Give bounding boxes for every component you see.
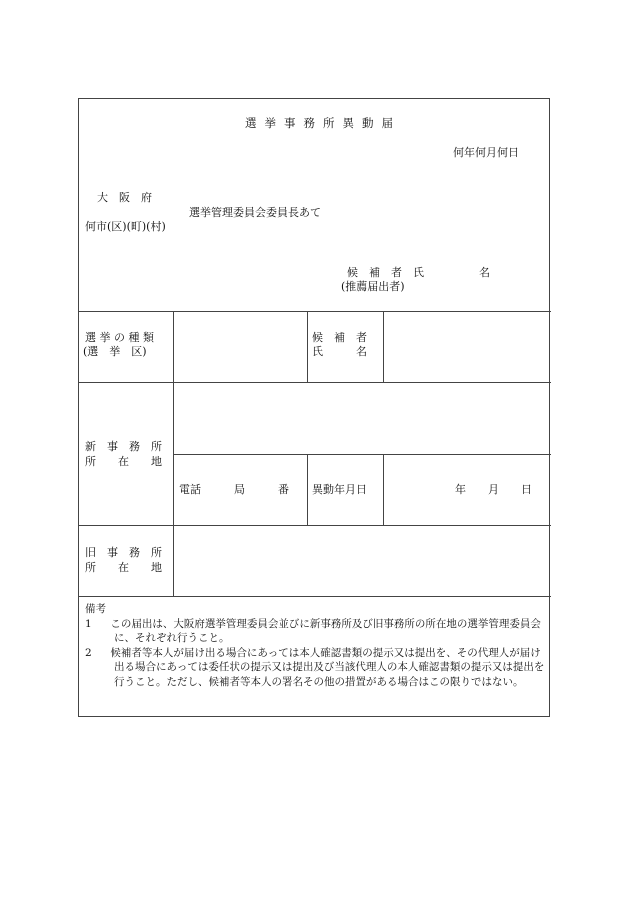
change-date-value: 年 月 日 [455,483,532,496]
divider-candidate-left [307,311,308,382]
note-text: 候補者等本人が届け出る場合にあっては本人確認書類の提示又は提出を、その代理人が届け出る場合にあっては委任状の提示又は提出及び当該代理人の本人確認書類の提示又は提出を行うこと。ただし、候補者等本人の署名その他の措置がある場合はこの限りではない。 [110,646,545,688]
prefecture: 大 阪 府 [97,191,152,204]
form-title: 選挙事務所異動届 [245,116,401,130]
election-district-label: (選 挙 区) [83,345,147,358]
note-text: この届出は、大阪府選挙管理委員会並びに新事務所及び旧事務所の所在地の選挙管理委員会に、それぞれ行うこと。 [110,617,541,644]
candidate-name-cell-label: 氏 名 [312,345,367,358]
divider-label-column [173,311,174,596]
divider-election-row [79,382,551,383]
divider-new-office-bottom [79,525,551,526]
change-date-label: 異動年月日 [312,483,367,496]
divider-old-office-bottom [79,596,551,597]
phone-label: 電話 局 番 [179,483,289,496]
note-number: 1 [85,617,92,630]
note-item-1 [85,617,545,646]
submission-date: 何年何月何日 [453,146,519,159]
new-office-location-label: 所 在 地 [85,455,162,468]
old-office-label: 旧 事 務 所 [85,546,162,559]
divider-candidate-right [383,311,384,382]
recommender-label: (推薦届出者) [341,280,405,293]
new-office-label: 新 事 務 所 [85,440,162,453]
municipality: 何市(区)(町)(村) [85,220,166,233]
divider-phone-right [307,454,308,525]
old-office-location-label: 所 在 地 [85,561,162,574]
form-frame [78,98,550,717]
election-type-label: 選挙の種類 [85,331,158,344]
divider-header [79,311,551,312]
note-number: 2 [85,646,92,659]
divider-date-right [383,454,384,525]
candidate-label: 候 補 者 [312,331,367,344]
notes-section [85,602,545,689]
candidate-name-label: 候 補 者 氏 名 [347,266,490,279]
notes-heading: 備考 [85,603,106,615]
divider-new-office-mid [173,454,551,455]
addressee: 選挙管理委員会委員長あて [189,206,321,219]
note-item-2 [85,646,545,690]
